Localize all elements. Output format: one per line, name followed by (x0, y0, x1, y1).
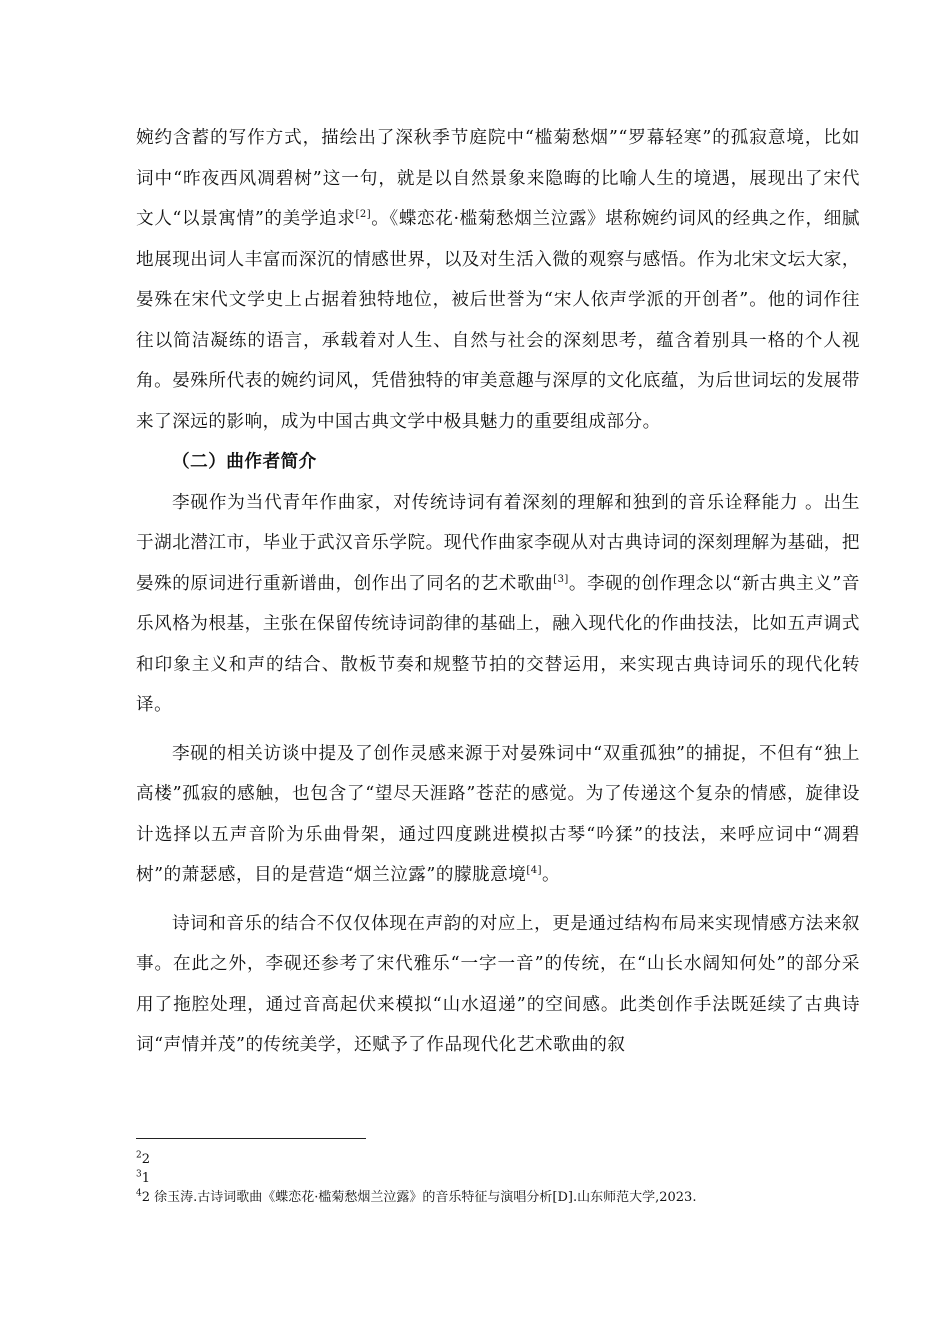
paragraph-3-tail: 。 (542, 865, 561, 885)
footnote-item (136, 1188, 836, 1207)
footnote-item (136, 1169, 836, 1188)
footnote-mark: 4 (136, 1188, 142, 1199)
body-text (136, 118, 860, 1066)
citation-3[interactable]: [3] (553, 573, 569, 585)
paragraph-4-text: 诗词和音乐的结合不仅仅体现在声韵的对应上，更是通过结构布局来实现情感方法来叙事。在此之外，李砚还参考了宋代雅乐“一字一音”的传统，在“山长水阔知何处”的部分采用了拖腔处理，通过音高起伏来模拟“山水迢递”的空间感。此类创作手法既延续了古典诗词“声情并茂”的传统美学，还赋予了作品现代化艺术歌曲的叙 (136, 913, 860, 1055)
footnote-text: 2 (141, 1152, 151, 1167)
citation-2[interactable]: [2] (355, 209, 372, 221)
paragraph-1-tail: 。《蝶恋花·槛菊愁烟兰泣露》堪称婉约词风的经典之作，细腻地展现出词人丰富而深沉的情感世界，以及对生活入微的观察与感悟。作为北宋文坛大家，晏殊在宋代文学史上占据着独特地位，被后世誉为“宋人依声学派的开创者”。他的词作往往以简洁凝练的语言，承载着对人生、自然与社会的深刻思考，蕴含着别具一格的个人视角。晏殊所代表的婉约词风，凭借独特的审美意趣与深厚的文化底蕴，为后世词坛的发展带来了深远的影响，成为中国古典文学中极具魅力的重要组成部分。 (136, 209, 861, 432)
citation-4[interactable]: [4] (526, 865, 543, 877)
section-heading: （二）曲作者简介 (172, 452, 317, 472)
footnote-mark: 2 (136, 1150, 142, 1161)
paragraph-2-tail: 。李砚的创作理念以“新古典主义”音乐风格为根基，主张在保留传统诗词韵律的基础上，融入现代化的作曲技法，比如五声调式和印象主义和声的结合、散板节奏和规整节拍的交替运用，来实现古典诗词乐的现代化转译。 (136, 573, 860, 715)
footnote-divider (136, 1138, 366, 1139)
paragraph-2 (136, 483, 860, 726)
paragraph-4 (136, 904, 860, 1066)
footnote-mark: 3 (136, 1169, 142, 1180)
paragraph-3 (136, 734, 860, 896)
footnote-item (136, 1150, 836, 1169)
paragraph-1-text: 婉约含蓄的写作方式，描绘出了深秋季节庭院中“槛菊愁烟”“罗幕轻寒”的孤寂意境，比如词中“昨夜西风凋碧树”这一句，就是以自然景象来隐晦的比喻人生的境遇，展现出了宋代文人“以景寓情”的美学追求 (136, 128, 860, 229)
footnote-text: 1 (141, 1171, 151, 1186)
footnote-text: 2 徐玉涛.古诗词歌曲《蝶恋花·槛菊愁烟兰泣露》的音乐特征与演唱分析[D].山东师范大学,2023. (141, 1190, 697, 1205)
paragraph-1 (136, 118, 860, 442)
paragraph-2-text: 李砚作为当代青年作曲家，对传统诗词有着深刻的理解和独到的音乐诠释能力 。出生于湖北潜江市，毕业于武汉音乐学院。现代作曲家李砚从对古典诗词的深刻理解为基础，把晏殊的原词进行重新谱曲，创作出了同名的艺术歌曲 (136, 492, 860, 594)
paragraph-3-text: 李砚的相关访谈中提及了创作灵感来源于对晏殊词中“双重孤独”的捕捉，不但有“独上高楼”孤寂的感触，也包含了“望尽天涯路”苍茫的感觉。为了传递这个复杂的情感，旋律设计选择以五声音阶为乐曲骨架，通过四度跳进模拟古琴“吟猱”的技法，来呼应词中“凋碧树”的萧瑟感，目的是营造“烟兰泣露”的朦胧意境 (136, 743, 860, 885)
footnotes (136, 1150, 836, 1207)
